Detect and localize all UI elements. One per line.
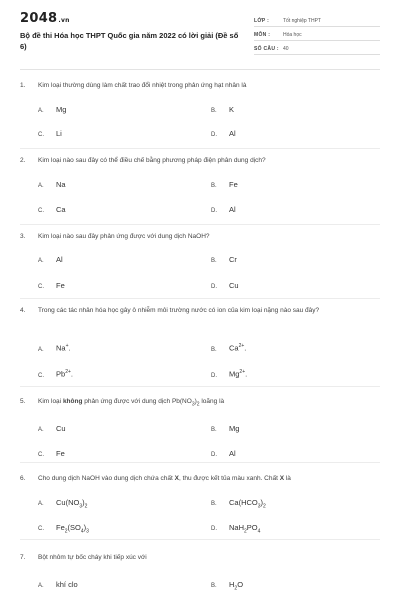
option-text: Al (229, 205, 236, 214)
option-formula: $Mg^{2+}$. (229, 369, 248, 379)
meta-value: Hóa học (283, 32, 302, 38)
question-text (20, 155, 380, 166)
meta-value: 40 (283, 46, 289, 52)
option-letter: D. (211, 526, 217, 532)
question-number: 3. (20, 233, 26, 240)
option-letter: D. (211, 132, 217, 138)
option-text: Cu (229, 281, 239, 290)
option-text: Fe (56, 281, 65, 290)
meta-row-class (254, 13, 380, 27)
question-7 (20, 552, 380, 592)
option-formula: $Ca^{2+}$. (229, 343, 247, 353)
option-text: Li (56, 129, 62, 138)
option-text: Mg (56, 105, 67, 114)
option-a[interactable] (38, 105, 66, 114)
question-divider (20, 386, 380, 387)
document-header (0, 0, 400, 66)
option-letter: A. (38, 346, 44, 353)
option-a[interactable] (38, 180, 66, 189)
option-letter: C. (38, 208, 44, 214)
option-letter: D. (211, 372, 217, 379)
question-number: 1. (20, 82, 26, 89)
option-c[interactable] (38, 523, 89, 535)
option-text: Mg (229, 424, 240, 434)
option-text: Cu (56, 424, 66, 434)
question-5 (20, 396, 380, 459)
option-text: Al (229, 129, 236, 138)
question-3 (20, 231, 380, 290)
meta-row-count (254, 41, 380, 55)
option-d[interactable] (211, 449, 236, 458)
option-a[interactable] (38, 255, 63, 264)
meta-row-subject (254, 27, 380, 41)
option-letter: B. (211, 501, 217, 507)
option-c[interactable] (38, 281, 65, 290)
option-formula: $NaH_2PO_4$ (229, 523, 261, 535)
option-a[interactable] (38, 498, 87, 510)
option-b[interactable] (211, 105, 234, 114)
question-number: 4. (20, 307, 26, 314)
option-letter: A. (38, 258, 44, 264)
question-6 (20, 473, 380, 535)
question-divider (20, 148, 380, 149)
question-body: Kim loại nào sau đây phản ứng được với dung dịch NaOH? (38, 233, 210, 240)
option-formula: $Pb^{2+}$. (56, 369, 73, 379)
option-letter: C. (38, 372, 44, 379)
question-divider (20, 224, 380, 225)
option-letter: A. (38, 183, 44, 189)
question-divider (20, 539, 380, 540)
option-letter: A. (38, 583, 44, 589)
question-text (20, 80, 380, 91)
question-text (20, 231, 380, 242)
option-text: Al (56, 255, 63, 264)
option-b[interactable] (211, 343, 246, 353)
question-text (20, 396, 380, 410)
meta-label: LỚP : (254, 18, 270, 24)
option-d[interactable] (211, 369, 247, 379)
question-body: Kim loại nào sau đây có thể điều chế bằng phương pháp điện phân dung dịch? (38, 157, 266, 164)
question-text (20, 552, 380, 563)
option-letter: D. (211, 284, 217, 290)
header-divider (20, 69, 380, 70)
option-a[interactable] (38, 343, 71, 353)
option-letter: A. (38, 108, 44, 114)
meta-value: Tốt nghiệp THPT (283, 18, 321, 24)
option-text: Al (229, 449, 236, 459)
option-formula: Na+. (56, 343, 71, 353)
option-text: khí clo (56, 580, 78, 589)
option-letter: A. (38, 501, 44, 507)
option-b[interactable] (211, 255, 237, 264)
option-d[interactable] (211, 281, 239, 290)
option-formula: $Ca(HCO_3)_2$ (229, 498, 266, 510)
option-letter: B. (211, 583, 217, 589)
option-b[interactable] (211, 424, 239, 433)
option-letter: B. (211, 258, 217, 264)
meta-label: SỐ CÂU : (254, 46, 279, 52)
option-text: Ca (56, 205, 66, 214)
option-c[interactable] (38, 449, 65, 458)
option-text: K (229, 105, 235, 114)
option-letter: A. (38, 427, 44, 434)
option-letter: C. (38, 452, 44, 459)
option-b[interactable] (211, 180, 238, 189)
option-letter: D. (211, 208, 217, 214)
option-letter: C. (38, 284, 44, 290)
question-body: Cho dung dịch NaOH vào dung dịch chứa chất X, thu được kết tủa màu xanh. Chất X là (38, 475, 291, 482)
question-divider (20, 298, 380, 299)
logo-sub: .vn (58, 17, 70, 24)
question-number: 2. (20, 157, 26, 164)
option-text: Fe (56, 449, 65, 459)
option-letter: B. (211, 346, 217, 353)
option-formula: $Cu(NO_3)_2$ (56, 498, 88, 510)
option-formula: $H_2O$ (229, 580, 244, 592)
option-formula: $Fe_2(SO_4)_3$ (56, 523, 89, 535)
option-b[interactable] (211, 580, 243, 592)
question-2 (20, 155, 380, 214)
question-body: Kim loại thường dùng làm chất trao đổi nhiệt trong phản ứng hạt nhân là (38, 82, 247, 89)
question-divider (20, 462, 380, 463)
meta-label: MÔN : (254, 32, 271, 38)
option-c[interactable] (38, 205, 66, 214)
option-c[interactable] (38, 129, 62, 138)
option-letter: C. (38, 526, 44, 532)
question-4 (20, 305, 380, 379)
option-c[interactable] (38, 369, 73, 379)
option-d[interactable] (211, 523, 260, 535)
question-text (20, 305, 380, 316)
question-number: 6. (20, 475, 26, 482)
option-d[interactable] (211, 129, 236, 138)
meta-table (254, 13, 380, 55)
question-body: Kim loại không phản ứng được với dung dịch $Pb(NO_3)_2$ loãng là (38, 398, 225, 408)
option-letter: B. (211, 427, 217, 434)
option-d[interactable] (211, 205, 236, 214)
option-letter: D. (211, 452, 217, 459)
option-text: Na (56, 180, 66, 189)
option-letter: B. (211, 108, 217, 114)
option-b[interactable] (211, 498, 266, 510)
option-letter: C. (38, 132, 44, 138)
question-text (20, 473, 380, 484)
option-letter: B. (211, 183, 217, 189)
option-a[interactable] (38, 424, 66, 433)
option-a[interactable] (38, 580, 78, 589)
question-body: Trong các tác nhân hóa học gây ô nhiễm môi trường nước có ion của kim loại nặng nào sau đây? (38, 307, 320, 314)
site-logo[interactable] (20, 11, 70, 26)
question-1 (20, 80, 380, 138)
logo-main: 2048 (20, 11, 58, 26)
question-number: 7. (20, 554, 26, 561)
document-title: Bộ đề thi Hóa học THPT Quốc gia năm 2022 có lời giải (Đề số 6) (20, 31, 239, 51)
question-number: 5. (20, 398, 26, 405)
option-text: Cr (229, 255, 237, 264)
question-body: Bột nhôm tự bốc cháy khi tiếp xúc với (38, 554, 147, 561)
option-text: Fe (229, 180, 238, 189)
